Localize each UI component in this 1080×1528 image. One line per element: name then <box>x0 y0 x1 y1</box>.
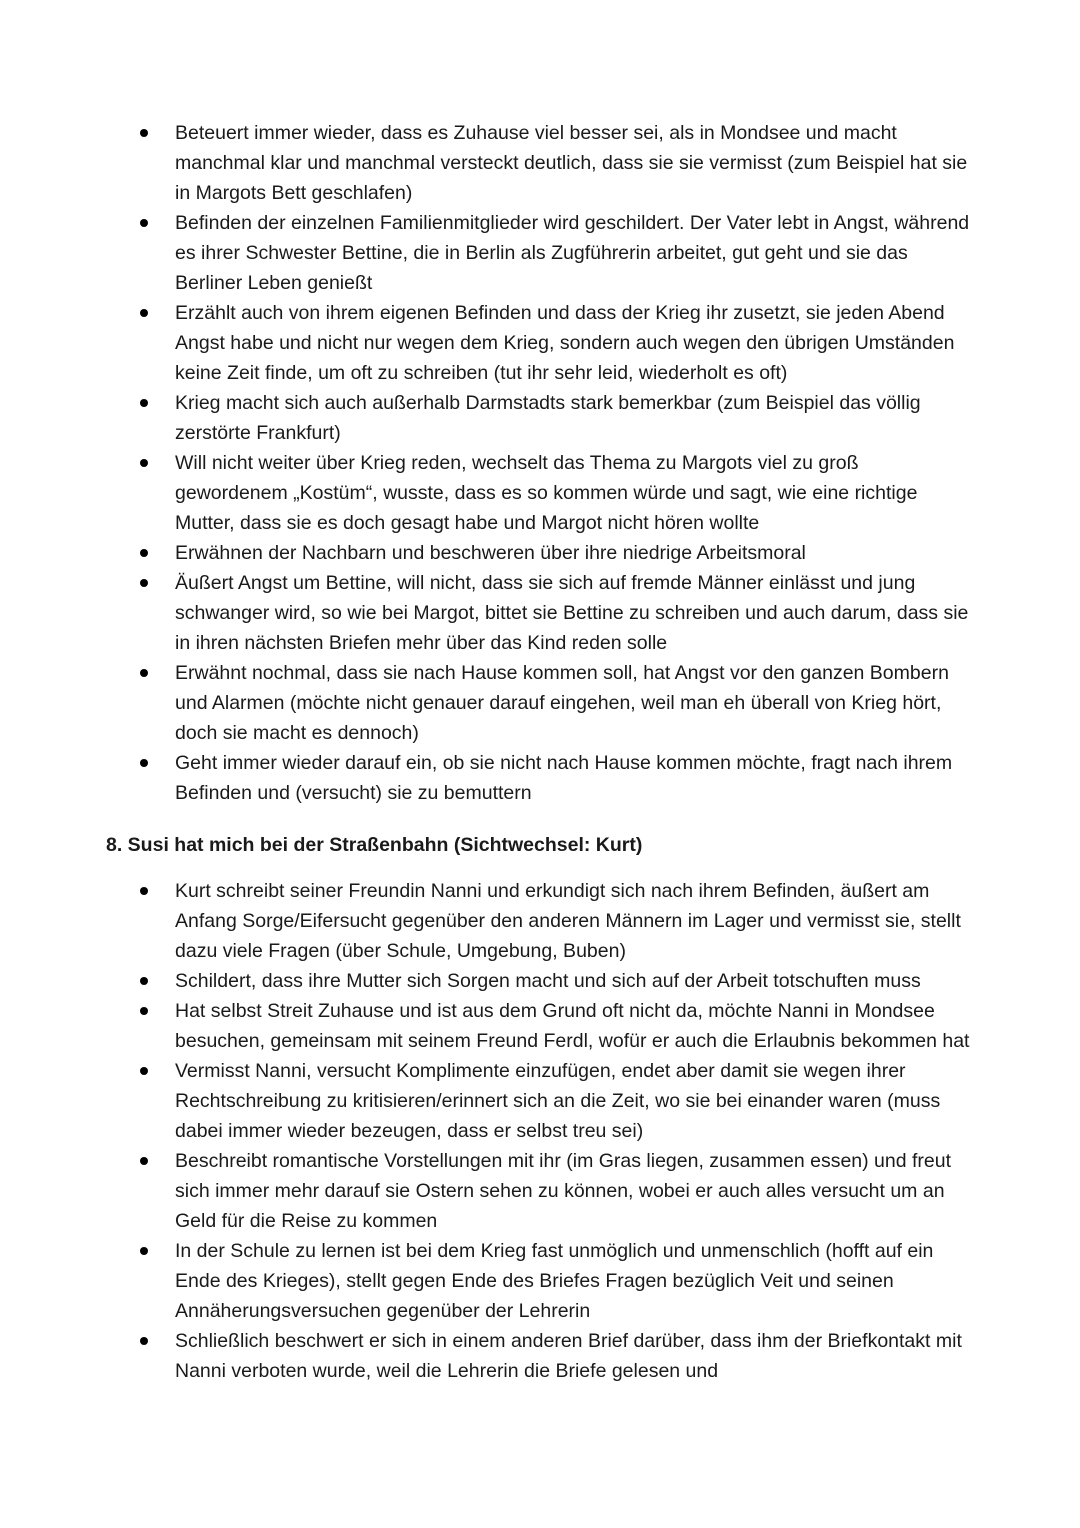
bullet-dot-icon <box>140 1067 148 1075</box>
bullet-dot-icon <box>140 129 148 137</box>
list-item-text: In der Schule zu lernen ist bei dem Krieg fast unmöglich und unmenschlich (hofft auf ein Ende des Krieges), stellt gegen Ende des Briefes Fragen bezüglich Veit und seinen Annäherungsversuchen gegenüber der Lehrerin <box>175 1240 934 1322</box>
list-item-text: Beschreibt romantische Vorstellungen mit ihr (im Gras liegen, zusammen essen) und freut sich immer mehr darauf sie Ostern sehen zu können, wobei er auch alles versucht um an Geld für die Reise zu kommen <box>175 1150 952 1232</box>
list-item <box>140 748 970 808</box>
list-item <box>140 118 970 208</box>
bullet-list-section8 <box>140 876 970 1386</box>
list-item <box>140 388 970 448</box>
bullet-dot-icon <box>140 549 148 557</box>
bullet-dot-icon <box>140 399 148 407</box>
bullet-dot-icon <box>140 887 148 895</box>
list-item-text: Will nicht weiter über Krieg reden, wechselt das Thema zu Margots viel zu groß gewordenem „Kostüm“, wusste, dass es so kommen würde und sagt, wie eine richtige Mutter, dass sie es doch gesagt habe und Margot nicht hören wollte <box>175 452 918 534</box>
list-item <box>140 1236 970 1326</box>
list-item-text: Erwähnt nochmal, dass sie nach Hause kommen soll, hat Angst vor den ganzen Bombern und Alarmen (möchte nicht genauer darauf eingehen, weil man eh überall von Krieg hört, doch sie macht es dennoch) <box>175 662 949 744</box>
bullet-dot-icon <box>140 977 148 985</box>
list-item-text: Krieg macht sich auch außerhalb Darmstadts stark bemerkbar (zum Beispiel das völlig zerstörte Frankfurt) <box>175 392 921 444</box>
list-item-text: Hat selbst Streit Zuhause und ist aus dem Grund oft nicht da, möchte Nanni in Mondsee besuchen, gemeinsam mit seinem Freund Ferdl, wofür er auch die Erlaubnis bekommen hat <box>175 1000 970 1052</box>
list-item <box>140 298 970 388</box>
list-item-text: Geht immer wieder darauf ein, ob sie nicht nach Hause kommen möchte, fragt nach ihrem Befinden und (versucht) sie zu bemuttern <box>175 752 953 804</box>
bullet-dot-icon <box>140 1247 148 1255</box>
list-item <box>140 1146 970 1236</box>
section-heading: 8. Susi hat mich bei der Straßenbahn (Sichtwechsel: Kurt) <box>106 834 643 856</box>
list-item <box>140 996 970 1056</box>
list-item-text: Erwähnen der Nachbarn und beschweren über ihre niedrige Arbeitsmoral <box>175 542 806 564</box>
list-item-text: Befinden der einzelnen Familienmitglieder wird geschildert. Der Vater lebt in Angst, während es ihrer Schwester Bettine, die in Berlin als Zugführerin arbeitet, gut geht und sie das Berliner Leben genießt <box>175 212 970 294</box>
bullet-dot-icon <box>140 1007 148 1015</box>
bullet-dot-icon <box>140 759 148 767</box>
list-item-text: Äußert Angst um Bettine, will nicht, dass sie sich auf fremde Männer einlässt und jung schwanger wird, so wie bei Margot, bittet sie Bettine zu schreiben und auch darum, dass sie in ihren nächsten Briefen mehr über das Kind reden solle <box>175 572 969 654</box>
bullet-dot-icon <box>140 1157 148 1165</box>
list-item <box>140 538 970 568</box>
bullet-dot-icon <box>140 459 148 467</box>
list-item <box>140 1056 970 1146</box>
list-item <box>140 448 970 538</box>
bullet-dot-icon <box>140 309 148 317</box>
bullet-dot-icon <box>140 669 148 677</box>
list-item-text: Vermisst Nanni, versucht Komplimente einzufügen, endet aber damit sie wegen ihrer Rechtschreibung zu kritisieren/erinnert sich an die Zeit, wo sie bei einander waren (muss dabei immer wieder bezeugen, dass er selbst treu sei) <box>175 1060 941 1142</box>
list-item-text: Schließlich beschwert er sich in einem anderen Brief darüber, dass ihm der Briefkontakt mit Nanni verboten wurde, weil die Lehrerin die Briefe gelesen und <box>175 1330 962 1382</box>
list-item <box>140 208 970 298</box>
list-item-text: Schildert, dass ihre Mutter sich Sorgen macht und sich auf der Arbeit totschuften muss <box>175 970 921 992</box>
list-item <box>140 568 970 658</box>
list-item <box>140 876 970 966</box>
list-item-text: Kurt schreibt seiner Freundin Nanni und erkundigt sich nach ihrem Befinden, äußert am Anfang Sorge/Eifersucht gegenüber den anderen Männern im Lager und vermisst sie, stellt dazu viele Fragen (über Schule, Umgebung, Buben) <box>175 880 961 962</box>
bullet-dot-icon <box>140 1337 148 1345</box>
list-item <box>140 1326 970 1386</box>
list-item <box>140 966 970 996</box>
list-item <box>140 658 970 748</box>
bullet-dot-icon <box>140 579 148 587</box>
list-item-text: Beteuert immer wieder, dass es Zuhause viel besser sei, als in Mondsee und macht manchmal klar und manchmal versteckt deutlich, dass sie sie vermisst (zum Beispiel hat sie in Margots Bett geschlafen) <box>175 122 968 204</box>
bullet-dot-icon <box>140 219 148 227</box>
bullet-list-part1 <box>140 118 970 808</box>
list-item-text: Erzählt auch von ihrem eigenen Befinden und dass der Krieg ihr zusetzt, sie jeden Abend Angst habe und nicht nur wegen dem Krieg, sondern auch wegen den übrigen Umständen keine Zeit finde, um oft zu schreiben (tut ihr sehr leid, wiederholt es oft) <box>175 302 955 384</box>
